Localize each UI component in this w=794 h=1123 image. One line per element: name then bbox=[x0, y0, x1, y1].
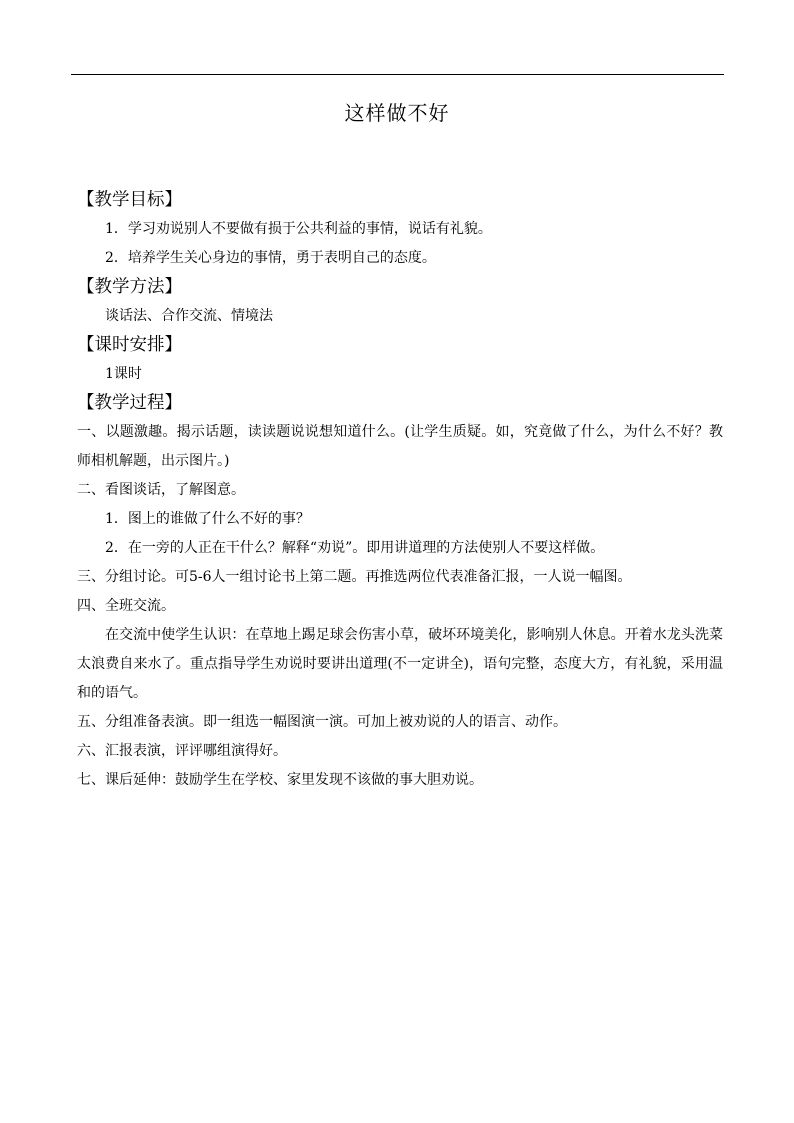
process-step-2-question: 2．在一旁的人正在干什么？解释“劝说”。即用讲道理的方法使别人不要这样做。 bbox=[105, 540, 605, 556]
document-body bbox=[77, 186, 723, 795]
section-heading-goals: 【教学目标】 bbox=[77, 190, 182, 210]
section-heading-process: 【教学过程】 bbox=[77, 393, 182, 413]
process-step-7: 七、课后延伸：鼓励学生在学校、家里发现不该做的事大胆劝说。 bbox=[77, 772, 483, 788]
section-heading-schedule: 【课时安排】 bbox=[77, 335, 182, 355]
process-step-2-question: 1．图上的谁做了什么不好的事？ bbox=[105, 511, 310, 527]
goal-item: 2．培养学生关心身边的事情，勇于表明自己的态度。 bbox=[105, 250, 436, 266]
process-step-1: 一、以题激趣。揭示话题，读读题说说想知道什么。(让学生质疑。如，究竟做了什么，为什么不好？教师相机解题，出示图片。) bbox=[77, 424, 723, 469]
schedule-text: 1课时 bbox=[105, 366, 142, 382]
process-step-5: 五、分组准备表演。即一组选一幅图演一演。可加上被劝说的人的语言、动作。 bbox=[77, 714, 567, 730]
process-step-2: 二、看图谈话，了解图意。 bbox=[77, 482, 245, 498]
process-step-4: 四、全班交流。 bbox=[77, 598, 175, 614]
methods-text: 谈话法、合作交流、情境法 bbox=[105, 308, 273, 324]
section-heading-methods: 【教学方法】 bbox=[77, 277, 182, 297]
process-step-3: 三、分组讨论。可5-6人一组讨论书上第二题。再推选两位代表准备汇报，一人说一幅图。 bbox=[77, 569, 632, 585]
process-step-4-detail: 在交流中使学生认识：在草地上踢足球会伤害小草，破坏环境美化，影响别人休息。开着水龙头洗菜太浪费自来水了。重点指导学生劝说时要讲出道理(不一定讲全)，语句完整，态度大方，有礼貌，采用温和的语气。 bbox=[77, 627, 723, 701]
page-title: 这样做不好 bbox=[344, 101, 450, 125]
goal-item: 1．学习劝说别人不要做有损于公共利益的事情，说话有礼貌。 bbox=[105, 221, 492, 237]
process-step-6: 六、汇报表演，评评哪组演得好。 bbox=[77, 743, 287, 759]
header-rule bbox=[71, 74, 724, 75]
